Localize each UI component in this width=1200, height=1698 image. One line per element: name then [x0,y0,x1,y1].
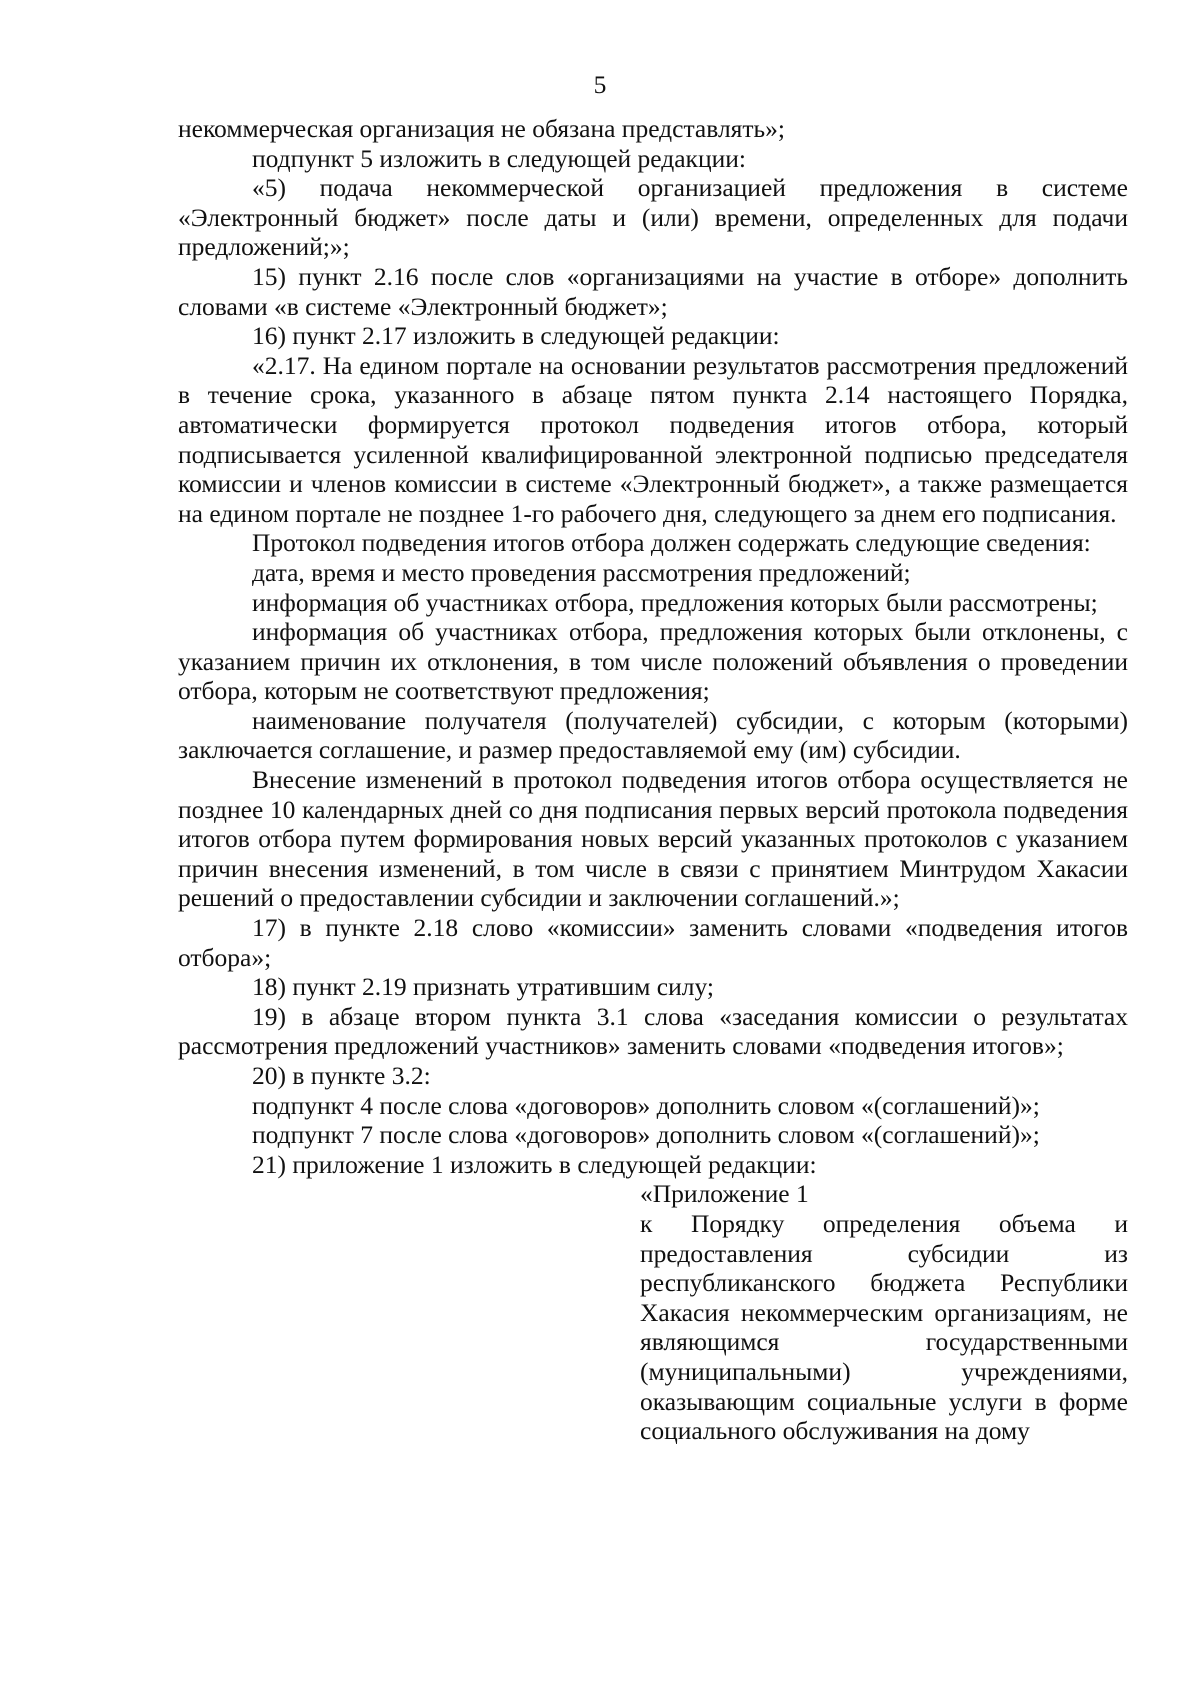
page-number: 5 [593,70,607,99]
paragraph: «5) подача некоммерческой организацией предложения в системе «Электронный бюджет» после даты и (или) времени, определенных для подачи предложений;»; [178,173,1128,262]
document-body [178,114,1128,1446]
paragraph: Протокол подведения итогов отбора должен содержать следующие сведения: [252,528,1091,558]
paragraph: некоммерческая организация не обязана представлять»; [178,114,786,143]
paragraph: подпункт 5 изложить в следующей редакции: [252,143,746,173]
paragraph: подпункт 4 после слова «договоров» дополнить словом «(соглашений)»; [252,1090,1040,1120]
paragraph: подпункт 7 после слова «договоров» дополнить словом «(соглашений)»; [252,1120,1040,1150]
appendix-title: «Приложение 1 [640,1179,809,1209]
paragraph: 15) пункт 2.16 после слов «организациями на участие в отборе» дополнить словами «в системе «Электронный бюджет»; [178,261,1128,321]
paragraph: «2.17. На едином портале на основании результатов рассмотрения предложений в течение срока, указанного в абзаце пятом пункта 2.14 настоящего Порядка, автоматически формируется протокол подведения итогов отбора, который подписывается усиленной квалифицированной электронной подписью председателя комиссии и членов комиссии в системе «Электронный бюджет», а также размещается на едином портале не позднее 1-го рабочего дня, следующего за днем его подписания. [178,350,1128,528]
paragraph: информация об участниках отбора, предложения которых были отклонены, с указанием причин их отклонения, в том числе положений объявления о проведении отбора, которым не соответствуют предложения; [178,617,1128,706]
paragraph: 19) в абзаце втором пункта 3.1 слова «заседания комиссии о результатах рассмотрения предложений участников» заменить словами «подведения итогов»; [178,1001,1128,1061]
paragraph: дата, время и место проведения рассмотрения предложений; [252,557,911,587]
paragraph: 18) пункт 2.19 признать утратившим силу; [252,972,714,1002]
paragraph: наименование получателя (получателей) субсидии, с которым (которыми) заключается соглашение, и размер предоставляемой ему (им) субсидии. [178,705,1128,765]
paragraph: 17) в пункте 2.18 слово «комиссии» заменить словами «подведения итогов отбора»; [178,913,1128,972]
paragraph: 16) пункт 2.17 изложить в следующей редакции: [252,321,780,351]
paragraph: Внесение изменений в протокол подведения итогов отбора осуществляется не позднее 10 календарных дней со дня подписания первых версий протокола подведения итогов отбора путем формирования новых версий указанных протоколов с указанием причин внесения изменений, в том числе в связи с принятием Минтрудом Хакасии решений о предоставлении субсидии и заключении соглашений.»; [178,765,1128,913]
appendix-description: к Порядку определения объема и предоставления субсидии из республиканского бюджета Республики Хакасия некоммерческим организациям, не являющимся государственными (муниципальными) учреждениями, оказывающим социальные услуги в форме социального обслуживания на дому [640,1208,1128,1446]
paragraph: информация об участниках отбора, предложения которых были рассмотрены; [252,587,1098,617]
paragraph: 21) приложение 1 изложить в следующей редакции: [252,1149,817,1179]
appendix-header [640,1179,1128,1445]
paragraph: 20) в пункте 3.2: [252,1061,431,1090]
